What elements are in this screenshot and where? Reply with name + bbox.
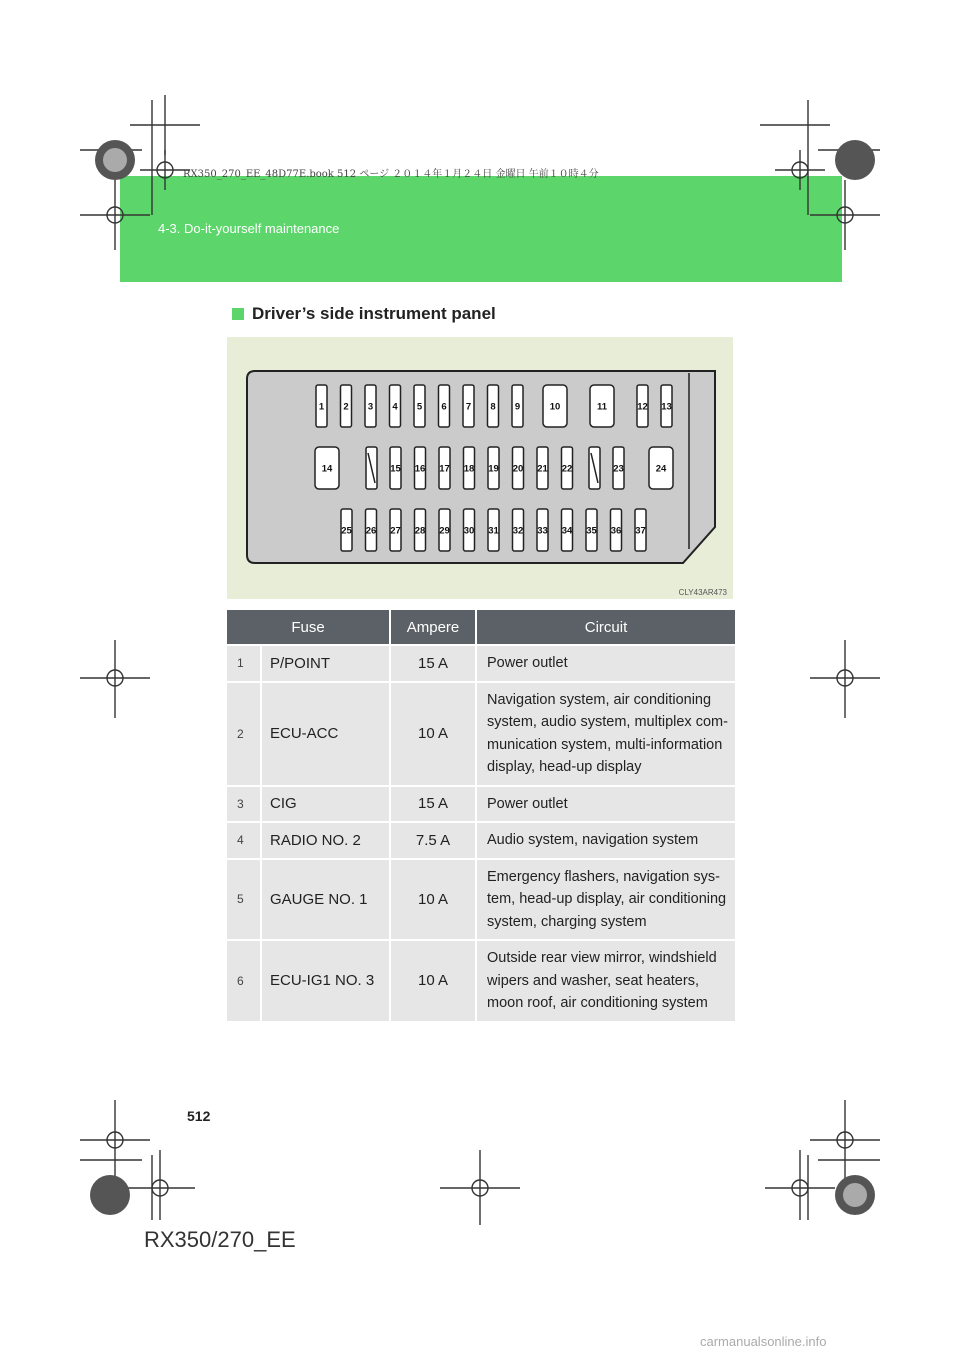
fuse-name: ECU-IG1 NO. 3 [261, 940, 390, 1021]
fuse-name: ECU-ACC [261, 682, 390, 786]
table-row [227, 859, 735, 941]
fuse-circuit: Outside rear view mirror, windshield wipers and washer, seat heaters, moon roof, air conditioning system [476, 940, 735, 1021]
bullet-square-icon [232, 308, 244, 320]
fuse-number: 5 [227, 859, 261, 941]
watermark: carmanualsonline.info [700, 1334, 827, 1349]
fuse-slot-label: 26 [365, 525, 377, 537]
fuse-slot-label: 29 [439, 525, 450, 537]
section-title: 4-3. Do-it-yourself maintenance [158, 221, 340, 236]
fuse-slot-label: 21 [537, 463, 548, 475]
fuse-slot-label: 17 [439, 463, 450, 475]
fuse-slot-label: 6 [441, 401, 447, 413]
model-code: RX350/270_EE [144, 1227, 296, 1252]
fuse-slot-label: 11 [596, 401, 608, 413]
fuse-slot-label: 22 [561, 463, 573, 475]
fuse-slot-label: 35 [586, 525, 597, 537]
table-header-row [227, 610, 735, 645]
fuse-slot-label: 5 [416, 401, 423, 413]
page-number: 512 [187, 1108, 211, 1124]
fuse-ampere: 15 A [390, 645, 476, 682]
fuse-slot-label: 27 [390, 525, 401, 537]
fuse-slot-label: 16 [414, 463, 426, 475]
fuse-box-diagram [227, 337, 733, 599]
fuse-slot-label: 4 [392, 401, 398, 413]
fuse-ampere: 15 A [390, 786, 476, 823]
header-circuit: Circuit [476, 610, 735, 645]
fuse-slot-label: 24 [655, 463, 667, 475]
table-row [227, 822, 735, 859]
fuse-slot-label: 10 [549, 401, 561, 413]
fuse-ampere: 10 A [390, 682, 476, 786]
fuse-slot-label: 30 [463, 525, 475, 537]
diagram-code: CLY43AR473 [678, 588, 727, 597]
fuse-slot-label: 14 [321, 463, 333, 475]
fuse-slot-label: 3 [367, 401, 374, 413]
fuse-circuit: Emergency flashers, navigation sys-tem, head-up display, air conditioning system, charging system [476, 859, 735, 941]
fuse-slot-label: 1 [318, 401, 325, 413]
header-fuse: Fuse [227, 610, 390, 645]
panel-title: Driver’s side instrument panel [252, 304, 496, 323]
fuse-slot-label: 23 [613, 463, 624, 475]
fuse-number: 4 [227, 822, 261, 859]
fuse-slot-label: 33 [537, 525, 548, 537]
fuse-slot-label: 2 [343, 401, 349, 413]
fuse-circuit: Navigation system, air conditioning system, audio system, multiplex com-munication system, multi-information display, head-up display [476, 682, 735, 786]
fuse-slot-label: 31 [488, 525, 499, 537]
header-ampere: Ampere [390, 610, 476, 645]
fuse-circuit: Audio system, navigation system [476, 822, 735, 859]
fuse-slot-label: 15 [390, 463, 401, 475]
fuse-name: GAUGE NO. 1 [261, 859, 390, 941]
fuse-ampere: 7.5 A [390, 822, 476, 859]
fuse-slot-label: 19 [488, 463, 499, 475]
fuse-name: P/POINT [261, 645, 390, 682]
fuse-name: CIG [261, 786, 390, 823]
fuse-box-illustration [227, 337, 733, 599]
fuse-table [227, 610, 735, 1021]
table-row [227, 786, 735, 823]
fuse-slot-label: 36 [610, 525, 622, 537]
fuse-slot-label: 9 [514, 401, 521, 413]
fuse-slot-label: 37 [635, 525, 646, 537]
fuse-slot-label: 20 [512, 463, 524, 475]
fuse-slot-label: 25 [341, 525, 352, 537]
fuse-slot-label: 18 [463, 463, 475, 475]
fuse-slot-label: 28 [414, 525, 426, 537]
table-row [227, 940, 735, 1021]
fuse-number: 2 [227, 682, 261, 786]
fuse-name: RADIO NO. 2 [261, 822, 390, 859]
panel-heading [232, 304, 496, 324]
fuse-circuit: Power outlet [476, 645, 735, 682]
fuse-slot-label: 13 [661, 401, 672, 413]
fuse-slot-label: 8 [490, 401, 496, 413]
book-meta-line: RX350_270_EE_48D77E.book 512 ページ ２０１４年１月２４日 金曜日 午前１０時４分 [183, 169, 599, 180]
table-row [227, 645, 735, 682]
fuse-number: 6 [227, 940, 261, 1021]
fuse-ampere: 10 A [390, 940, 476, 1021]
fuse-ampere: 10 A [390, 859, 476, 941]
fuse-slot-label: 7 [465, 401, 472, 413]
fuse-number: 1 [227, 645, 261, 682]
fuse-number: 3 [227, 786, 261, 823]
fuse-circuit: Power outlet [476, 786, 735, 823]
fuse-slot-label: 32 [512, 525, 524, 537]
fuse-slot-label: 34 [561, 525, 573, 537]
fuse-slot-label: 12 [637, 401, 648, 413]
table-row [227, 682, 735, 786]
